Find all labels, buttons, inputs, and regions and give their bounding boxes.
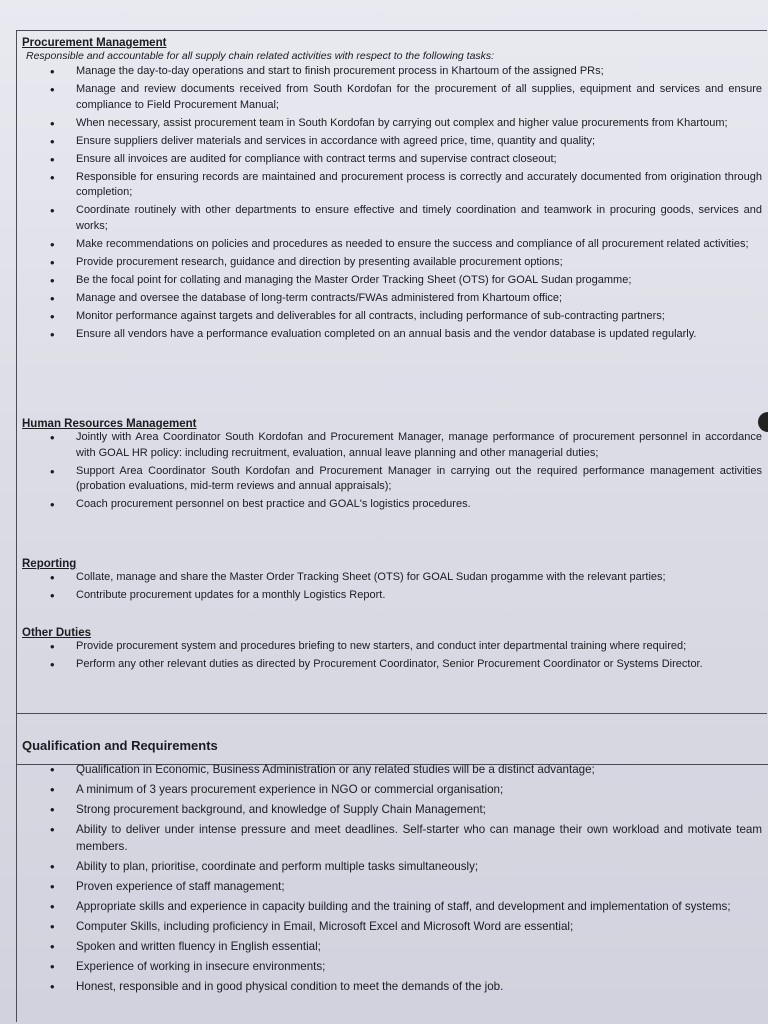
list-item: • Provide procurement research, guidance and direction by presenting available procurement options; [22, 255, 762, 271]
list-item: • Make recommendations on policies and procedures as needed to ensure the success and compliance of all procurement related activities; [22, 237, 762, 253]
hr-list [22, 430, 762, 513]
reporting-heading: Reporting [22, 558, 77, 570]
list-item: • When necessary, assist procurement team in South Kordofan by carrying out complex and higher value procurements from Khartoum; [22, 116, 762, 132]
hr-section [22, 418, 762, 515]
list-item: • Ability to deliver under intense pressure and meet deadlines. Self-starter who can manage their own workload and motivate team members. [22, 821, 762, 855]
qualifications-list [22, 761, 762, 995]
list-item: • A minimum of 3 years procurement experience in NGO or commercial organisation; [22, 781, 762, 798]
list-item: • Ensure all invoices are audited for compliance with contract terms and supervise contract closeout; [22, 152, 762, 168]
list-item: • Manage and oversee the database of long-term contracts/FWAs administered from Khartoum office; [22, 291, 762, 307]
procurement-section [22, 37, 762, 345]
other-duties-section [22, 627, 762, 675]
list-item: • Computer Skills, including proficiency in Email, Microsoft Excel and Microsoft Word are essential; [22, 918, 762, 935]
other-duties-heading: Other Duties [22, 627, 92, 639]
list-item: • Coach procurement personnel on best practice and GOAL's logistics procedures. [22, 497, 762, 513]
list-item: • Manage and review documents received from South Kordofan for the procurement of all supplies, equipment and services and ensure compliance to Field Procurement Manual; [22, 82, 762, 113]
qualifications-section [22, 738, 762, 998]
list-item: • Provide procurement system and procedures briefing to new starters, and conduct inter departmental training where required; [22, 639, 762, 655]
hr-heading: Human Resources Management [22, 418, 197, 430]
reporting-list [22, 570, 762, 604]
other-duties-list [22, 639, 762, 673]
list-item: • Support Area Coordinator South Kordofan and Procurement Manager in carrying out the required performance management activities (probation evaluations, mid-term reviews and annual appraisals); [22, 464, 762, 495]
procurement-subtitle: Responsible and accountable for all supply chain related activities with respect to the following tasks: [26, 50, 495, 62]
list-item: • Proven experience of staff management; [22, 878, 762, 895]
list-item: • Experience of working in insecure environments; [22, 958, 762, 975]
procurement-list [22, 64, 762, 342]
list-item: • Responsible for ensuring records are maintained and procurement process is correctly and accurately documented from origination through completion; [22, 170, 762, 201]
list-item: • Honest, responsible and in good physical condition to meet the demands of the job. [22, 978, 762, 995]
list-item: • Manage the day-to-day operations and start to finish procurement process in Khartoum of the assigned PRs; [22, 64, 762, 80]
list-item: • Spoken and written fluency in English essential; [22, 938, 762, 955]
list-item: • Ability to plan, prioritise, coordinate and perform multiple tasks simultaneously; [22, 858, 762, 875]
list-item: • Coordinate routinely with other departments to ensure effective and timely coordination and teamwork in procuring goods, services and works; [22, 203, 762, 234]
list-item: • Collate, manage and share the Master Order Tracking Sheet (OTS) for GOAL Sudan progamme with the relevant parties; [22, 570, 762, 586]
list-item: • Monitor performance against targets and deliverables for all contracts, including performance of sub-contracting partners; [22, 309, 762, 325]
procurement-heading: Procurement Management [22, 37, 167, 49]
list-item: • Contribute procurement updates for a monthly Logistics Report. [22, 588, 762, 604]
list-item: • Perform any other relevant duties as directed by Procurement Coordinator, Senior Procurement Coordinator or Systems Director. [22, 657, 762, 673]
reporting-section [22, 558, 762, 606]
list-item: • Strong procurement background, and knowledge of Supply Chain Management; [22, 801, 762, 818]
list-item: • Ensure suppliers deliver materials and services in accordance with agreed price, time, quantity and quality; [22, 134, 762, 150]
list-item: • Appropriate skills and experience in capacity building and the training of staff, and development and implementation of systems; [22, 898, 762, 915]
qualifications-heading: Qualification and Requirements [22, 738, 218, 753]
list-item: • Be the focal point for collating and managing the Master Order Tracking Sheet (OTS) for GOAL Sudan progamme; [22, 273, 762, 289]
list-item: • Ensure all vendors have a performance evaluation completed on an annual basis and the vendor database is updated regularly. [22, 327, 762, 343]
list-item: • Qualification in Economic, Business Administration or any related studies will be a distinct advantage; [22, 761, 762, 778]
list-item: • Jointly with Area Coordinator South Kordofan and Procurement Manager, manage performance of procurement personnel in accordance with GOAL HR policy: including recruitment, evaluation, annual leave planning and other managerial duties; [22, 430, 762, 461]
